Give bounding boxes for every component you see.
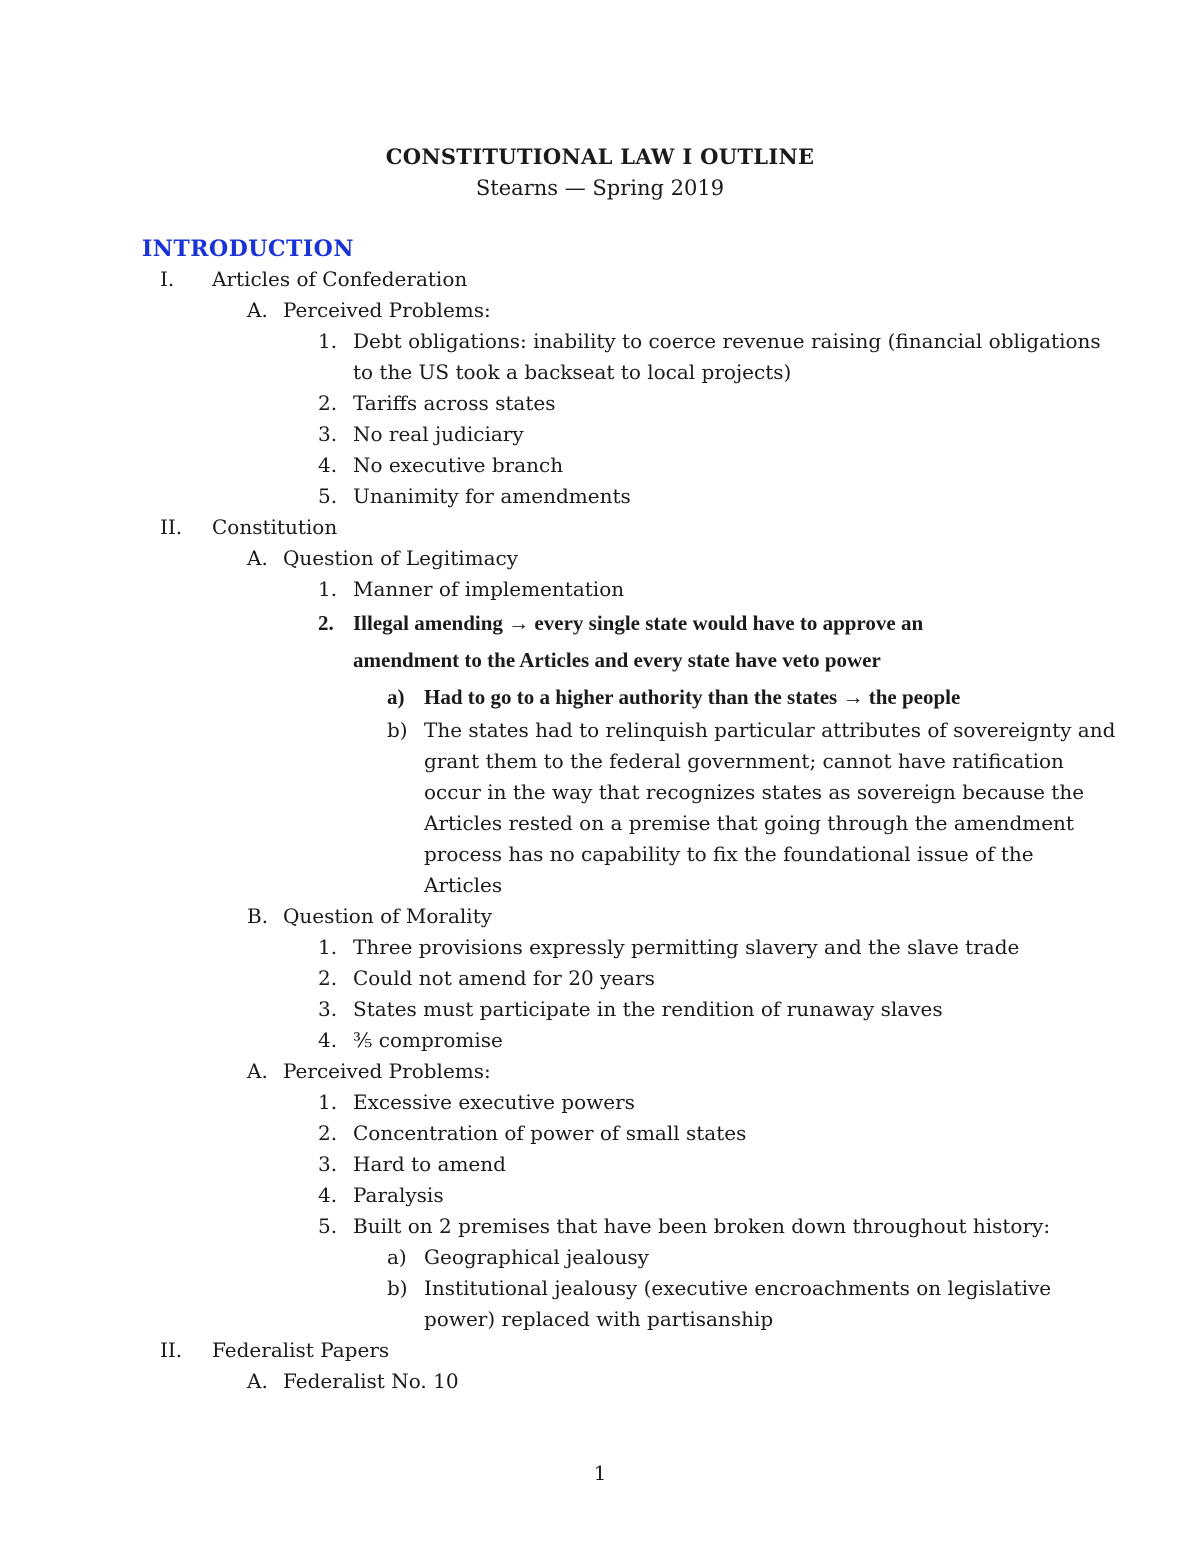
outline-item [0,326,1200,357]
outline-item-number: 3. [318,997,338,1021]
outline-item [0,295,1200,326]
outline-item [0,419,1200,450]
outline-item-number: 1. [318,329,338,353]
outline-item-number: A. [247,546,268,570]
outline-item-number: 3. [318,422,338,446]
outline-item [0,357,1200,388]
outline-item [0,1211,1200,1242]
outline-item-text: ⅗ compromise [353,1028,503,1052]
outline-item [0,388,1200,419]
outline-item-text: Institutional jealousy (executive encroachments on legislative [424,1276,1052,1300]
outline-item [0,1149,1200,1180]
outline-item-text: process has no capability to fix the foundational issue of the [424,842,1034,866]
outline-item-text: amendment to the Articles and every state have veto power [353,648,881,672]
outline-item-number: 5. [318,484,338,508]
outline-item-number: 1. [318,1090,338,1114]
outline-item-number: 4. [318,453,338,477]
outline-item [0,512,1200,543]
outline-item-number: a) [387,1245,407,1269]
outline-item-number: A. [247,1059,268,1083]
document-subtitle: Stearns — Spring 2019 [475,176,725,200]
outline-item-text: Unanimity for amendments [353,484,631,508]
outline-item-text: Manner of implementation [353,577,625,601]
page-number: 1 [593,1461,607,1485]
outline-item-number: b) [387,718,408,742]
outline-item-text: Tariffs across states [353,391,556,415]
outline-item-text: Paralysis [353,1183,444,1207]
outline-item-number: II. [160,515,183,539]
outline-item-number: 3. [318,1152,338,1176]
outline-item-text: Federalist No. 10 [283,1369,459,1393]
outline-item-text: Articles [424,873,503,897]
outline-item-text: Debt obligations: inability to coerce revenue raising (financial obligations [353,329,1101,353]
outline-item-text: The states had to relinquish particular attributes of sovereignty and [424,718,1116,742]
outline-item-number: B. [247,904,269,928]
outline-item [0,746,1200,777]
outline-item [0,777,1200,808]
outline-item-text: occur in the way that recognizes states as sovereign because the [424,780,1085,804]
outline-item [0,605,1200,642]
outline-item [0,1087,1200,1118]
outline-item [0,1118,1200,1149]
outline-item-text: Concentration of power of small states [353,1121,747,1145]
outline-item-number: 4. [318,1183,338,1207]
outline-item-text: Illegal amending → every single state would have to approve an [353,611,924,635]
outline-item-number: 2. [318,1121,338,1145]
outline-item-number: 4. [318,1028,338,1052]
outline-item [0,1180,1200,1211]
outline-item [0,1304,1200,1335]
outline-item [0,994,1200,1025]
outline-item-text: Articles rested on a premise that going through the amendment [424,811,1074,835]
outline-item [0,715,1200,746]
outline-item-text: Hard to amend [353,1152,506,1176]
outline-item [0,932,1200,963]
outline-item-number: II. [160,1338,183,1362]
outline-item [0,543,1200,574]
outline-item-number: b) [387,1276,408,1300]
document-title: CONSTITUTIONAL LAW I OUTLINE [385,144,815,169]
outline-item [0,963,1200,994]
section-heading: INTRODUCTION [142,236,354,262]
outline-item-number: 2. [318,391,338,415]
outline-item [0,901,1200,932]
outline-item [0,808,1200,839]
outline-item-text: Question of Legitimacy [283,546,519,570]
outline-list [0,264,1200,1397]
outline-item [0,264,1200,295]
outline-item-text: Question of Morality [283,904,493,928]
outline-item-text: No real judiciary [353,422,524,446]
outline-item-number: I. [160,267,175,291]
outline-item-number: 5. [318,1214,338,1238]
outline-item [0,450,1200,481]
outline-item-number: A. [247,1369,268,1393]
outline-item [0,679,1200,715]
outline-item-number: 1. [318,577,338,601]
outline-item-text: Had to go to a higher authority than the states → the people [424,685,961,709]
outline-item-text: grant them to the federal government; cannot have ratification [424,749,1064,773]
outline-item-number: 2. [318,966,338,990]
outline-item [0,1273,1200,1304]
outline-item-number: A. [247,298,268,322]
outline-item-text: Constitution [212,515,338,539]
outline-item-text: Articles of Confederation [212,267,468,291]
outline-item [0,1366,1200,1397]
outline-item [0,1335,1200,1366]
outline-item-text: Geographical jealousy [424,1245,649,1269]
outline-item [0,839,1200,870]
outline-item [0,574,1200,605]
outline-item [0,1025,1200,1056]
outline-item-text: Perceived Problems: [283,1059,491,1083]
outline-item-text: No executive branch [353,453,564,477]
outline-item [0,481,1200,512]
outline-item-text: Federalist Papers [212,1338,390,1362]
outline-item [0,1242,1200,1273]
outline-item [0,642,1200,679]
outline-item-number: 2. [318,611,334,635]
outline-item-text: Perceived Problems: [283,298,491,322]
outline-item-text: Three provisions expressly permitting slavery and the slave trade [353,935,1020,959]
outline-item-text: to the US took a backseat to local projects) [353,360,792,384]
outline-item-text: power) replaced with partisanship [424,1307,774,1331]
outline-item [0,870,1200,901]
outline-item-number: 1. [318,935,338,959]
outline-item [0,1056,1200,1087]
outline-item-text: Excessive executive powers [353,1090,635,1114]
outline-item-text: Built on 2 premises that have been broken down throughout history: [353,1214,1051,1238]
outline-item-text: Could not amend for 20 years [353,966,655,990]
outline-item-number: a) [387,685,405,709]
outline-item-text: States must participate in the rendition of runaway slaves [353,997,943,1021]
